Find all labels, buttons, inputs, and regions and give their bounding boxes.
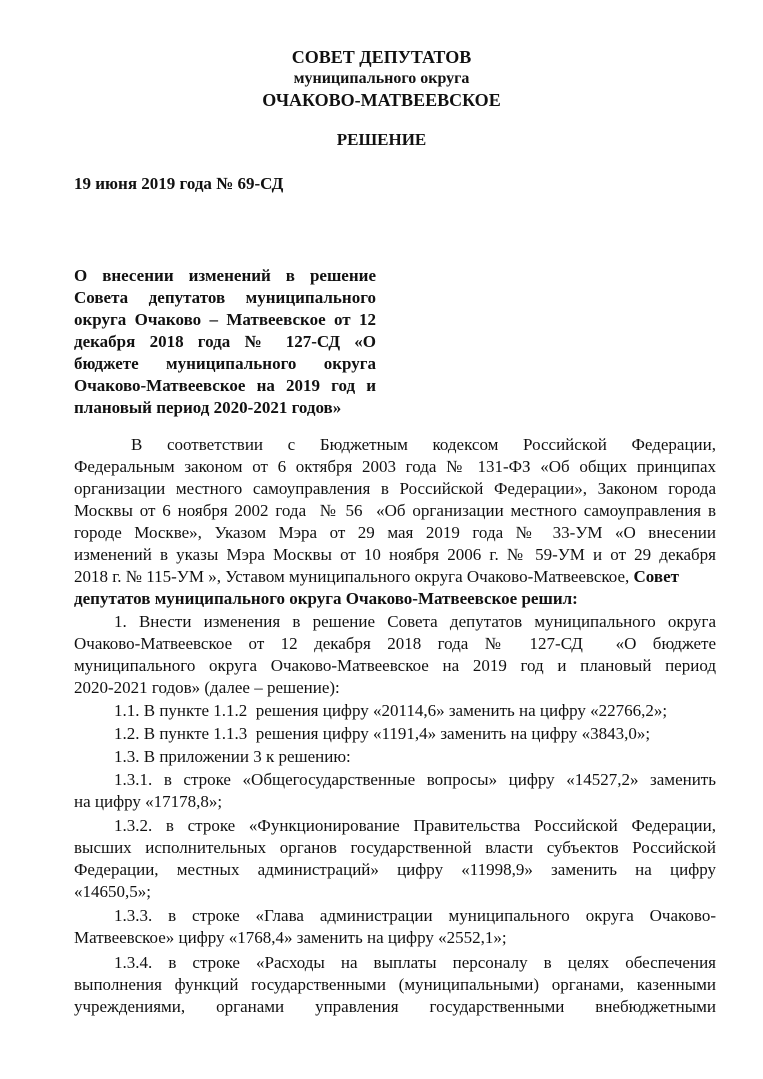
decision-date-number: 19 июня 2019 года № 69-СД bbox=[74, 174, 284, 193]
district-name: ОЧАКОВО-МАТВЕЕВСКОЕ bbox=[262, 90, 501, 110]
preamble-line bbox=[74, 566, 679, 588]
title-line: О внесении изменений в решение bbox=[74, 266, 376, 285]
district-subtitle: муниципального округа bbox=[293, 70, 470, 87]
preamble-resolution-line: депутатов муниципального округа Очаково-Матвеевское решил: bbox=[74, 589, 578, 608]
title-line: Совета депутатов муниципального bbox=[74, 288, 376, 307]
preamble-line: изменений в указы Мэра Москвы от 10 ноября 2006 г. № 59-УМ и от 29 декабря bbox=[74, 545, 716, 564]
document-type: РЕШЕНИЕ bbox=[336, 130, 427, 149]
preamble-text: 2018 г. № 115-УМ », Уставом муниципального округа Очаково-Матвеевское, bbox=[74, 567, 630, 586]
item-1-line: муниципального округа Очаково-Матвеевское на 2019 год и плановый период bbox=[74, 656, 716, 675]
item-1-3-2-line: «14650,5»; bbox=[74, 882, 151, 901]
title-line: декабря 2018 года № 127-СД «О bbox=[74, 332, 376, 351]
item-1-3-3-line: 1.3.3. в строке «Глава администрации муниципального округа Очаково- bbox=[114, 906, 716, 925]
preamble-line: организации местного самоуправления в Российской Федерации», Законом города bbox=[74, 479, 716, 498]
item-1-3-4-line: 1.3.4. в строке «Расходы на выплаты персоналу в целях обеспечения bbox=[114, 953, 716, 972]
title-line: плановый период 2020-2021 годов» bbox=[74, 398, 342, 417]
title-line: Очаково-Матвеевское на 2019 год и bbox=[74, 376, 376, 395]
item-1-line: Очаково-Матвеевское от 12 декабря 2018 года № 127-СД «О бюджете bbox=[74, 634, 716, 653]
item-1-3-1-line: на цифру «17178,8»; bbox=[74, 792, 223, 811]
item-1-2: 1.2. В пункте 1.1.3 решения цифру «1191,4» заменить на цифру «3843,0»; bbox=[114, 724, 651, 743]
preamble-line: городе Москве», Указом Мэра от 29 мая 2019 года № 33-УМ «О внесении bbox=[74, 523, 716, 542]
item-1-3-2-line: высших исполнительных органов государственной власти субъектов Российской bbox=[74, 838, 716, 857]
preamble-line: Москвы от 6 ноября 2002 года № 56 «Об организации местного самоуправления в bbox=[74, 501, 716, 520]
item-1-3-2-line: 1.3.2. в строке «Функционирование Правительства Российской Федерации, bbox=[114, 816, 716, 835]
preamble-bold-tail: Совет bbox=[633, 567, 679, 586]
item-1-3-2-line: Федерации, местных администраций» цифру «11998,9» заменить на цифру bbox=[74, 860, 716, 879]
item-1-3-3-line: Матвеевское» цифру «1768,4» заменить на цифру «2552,1»; bbox=[74, 928, 507, 947]
item-1-line: 1. Внести изменения в решение Совета депутатов муниципального округа bbox=[114, 612, 716, 631]
item-1-line: 2020-2021 годов» (далее – решение): bbox=[74, 678, 340, 697]
council-name: СОВЕТ ДЕПУТАТОВ bbox=[291, 47, 472, 67]
item-1-3-1-line: 1.3.1. в строке «Общегосударственные вопросы» цифру «14527,2» заменить bbox=[114, 770, 716, 789]
preamble-line: В соответствии с Бюджетным кодексом Российской Федерации, bbox=[131, 435, 716, 454]
title-line: округа Очаково – Матвеевское от 12 bbox=[74, 310, 376, 329]
item-1-3-4-line: выполнения функций государственными (муниципальными) органами, казенными bbox=[74, 975, 716, 994]
item-1-3-4-line: учреждениями, органами управления государственными внебюджетными bbox=[74, 997, 716, 1016]
preamble-line: Федеральным законом от 6 октября 2003 года № 131-ФЗ «Об общих принципах bbox=[74, 457, 716, 476]
item-1-3: 1.3. В приложении 3 к решению: bbox=[114, 747, 351, 766]
item-1-1: 1.1. В пункте 1.1.2 решения цифру «20114,6» заменить на цифру «22766,2»; bbox=[114, 701, 668, 720]
title-line: бюджете муниципального округа bbox=[74, 354, 376, 373]
